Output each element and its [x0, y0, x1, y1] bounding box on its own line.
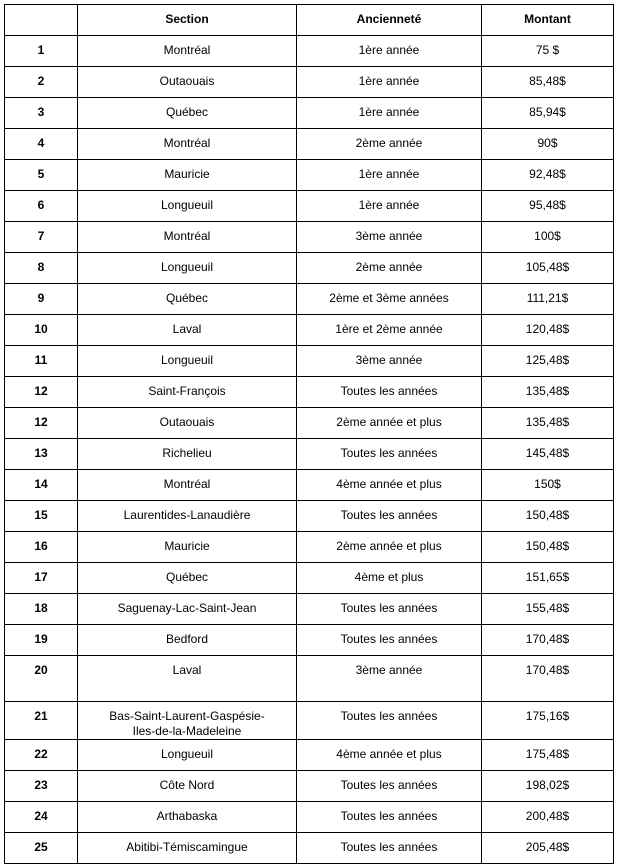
row-section-cell: Laval: [78, 656, 297, 702]
row-anciennete-cell: Toutes les années: [297, 833, 482, 864]
row-rank-cell: 23: [5, 771, 78, 802]
table-row: [5, 377, 614, 408]
row-rank-cell: 10: [5, 315, 78, 346]
row-section-cell: Abitibi-Témiscamingue: [78, 833, 297, 864]
table-row: [5, 67, 614, 98]
table-row: [5, 439, 614, 470]
row-section-cell: Richelieu: [78, 439, 297, 470]
table-row: [5, 191, 614, 222]
row-section-cell: Québec: [78, 284, 297, 315]
row-montant-cell: 111,21$: [482, 284, 614, 315]
table-row: [5, 98, 614, 129]
row-anciennete-cell: 2ème année: [297, 253, 482, 284]
row-anciennete-cell: Toutes les années: [297, 802, 482, 833]
row-section-cell: Bas-Saint-Laurent-Gaspésie- Iles-de-la-Madeleine: [78, 702, 297, 740]
row-section-cell: Québec: [78, 563, 297, 594]
row-section-cell: Montréal: [78, 129, 297, 160]
row-rank-cell: 18: [5, 594, 78, 625]
row-rank-cell: 21: [5, 702, 78, 740]
row-rank-cell: 7: [5, 222, 78, 253]
row-rank-cell: 14: [5, 470, 78, 501]
row-montant-cell: 125,48$: [482, 346, 614, 377]
table-row: [5, 833, 614, 864]
row-section-cell: Saguenay-Lac-Saint-Jean: [78, 594, 297, 625]
row-montant-cell: 198,02$: [482, 771, 614, 802]
table-row: [5, 702, 614, 740]
row-section-cell: Québec: [78, 98, 297, 129]
row-section-cell: Outaouais: [78, 408, 297, 439]
row-montant-cell: 175,16$: [482, 702, 614, 740]
row-montant-cell: 151,65$: [482, 563, 614, 594]
row-montant-cell: 120,48$: [482, 315, 614, 346]
table-row: [5, 284, 614, 315]
row-anciennete-cell: 4ème année et plus: [297, 470, 482, 501]
row-section-cell: Mauricie: [78, 532, 297, 563]
row-anciennete-cell: 4ème année et plus: [297, 740, 482, 771]
row-montant-cell: 155,48$: [482, 594, 614, 625]
fee-table: [4, 4, 614, 864]
row-rank-cell: 15: [5, 501, 78, 532]
table-row: [5, 129, 614, 160]
header-row: [5, 5, 614, 36]
table-row: [5, 160, 614, 191]
table-row: [5, 501, 614, 532]
table-body: [5, 36, 614, 864]
table-row: [5, 408, 614, 439]
table-row: [5, 36, 614, 67]
table-row: [5, 222, 614, 253]
row-section-cell: Outaouais: [78, 67, 297, 98]
row-anciennete-cell: 2ème année et plus: [297, 532, 482, 563]
row-anciennete-cell: Toutes les années: [297, 594, 482, 625]
row-rank-cell: 24: [5, 802, 78, 833]
row-rank-cell: 17: [5, 563, 78, 594]
row-rank-cell: 12: [5, 377, 78, 408]
row-anciennete-cell: 1ère année: [297, 160, 482, 191]
row-section-cell: Montréal: [78, 222, 297, 253]
row-anciennete-cell: 3ème année: [297, 656, 482, 702]
row-rank-cell: 9: [5, 284, 78, 315]
row-section-cell: Laval: [78, 315, 297, 346]
row-section-cell: Montréal: [78, 470, 297, 501]
row-anciennete-cell: 2ème et 3ème années: [297, 284, 482, 315]
header-montant: Montant: [482, 5, 614, 36]
row-rank-cell: 16: [5, 532, 78, 563]
table-row: [5, 656, 614, 702]
row-section-cell: Mauricie: [78, 160, 297, 191]
row-anciennete-cell: 1ère année: [297, 191, 482, 222]
table-row: [5, 532, 614, 563]
row-anciennete-cell: Toutes les années: [297, 501, 482, 532]
row-section-cell: Laurentides-Lanaudière: [78, 501, 297, 532]
table-row: [5, 253, 614, 284]
row-anciennete-cell: Toutes les années: [297, 625, 482, 656]
row-montant-cell: 105,48$: [482, 253, 614, 284]
row-montant-cell: 75 $: [482, 36, 614, 67]
row-rank-cell: 12: [5, 408, 78, 439]
row-anciennete-cell: Toutes les années: [297, 702, 482, 740]
row-montant-cell: 100$: [482, 222, 614, 253]
row-montant-cell: 95,48$: [482, 191, 614, 222]
row-rank-cell: 11: [5, 346, 78, 377]
row-montant-cell: 85,94$: [482, 98, 614, 129]
row-anciennete-cell: Toutes les années: [297, 439, 482, 470]
row-rank-cell: 4: [5, 129, 78, 160]
row-montant-cell: 135,48$: [482, 408, 614, 439]
row-montant-cell: 150,48$: [482, 532, 614, 563]
row-montant-cell: 170,48$: [482, 656, 614, 702]
table-row: [5, 346, 614, 377]
header-section: Section: [78, 5, 297, 36]
row-rank-cell: 8: [5, 253, 78, 284]
row-anciennete-cell: Toutes les années: [297, 771, 482, 802]
row-section-cell: Longueuil: [78, 346, 297, 377]
row-rank-cell: 22: [5, 740, 78, 771]
row-anciennete-cell: 2ème année: [297, 129, 482, 160]
row-rank-cell: 6: [5, 191, 78, 222]
row-section-cell: Côte Nord: [78, 771, 297, 802]
row-section-cell: Longueuil: [78, 191, 297, 222]
row-rank-cell: 20: [5, 656, 78, 702]
row-rank-cell: 5: [5, 160, 78, 191]
row-montant-cell: 135,48$: [482, 377, 614, 408]
table-row: [5, 625, 614, 656]
row-montant-cell: 92,48$: [482, 160, 614, 191]
row-section-cell: Longueuil: [78, 740, 297, 771]
row-montant-cell: 90$: [482, 129, 614, 160]
table-row: [5, 470, 614, 501]
row-section-cell: Montréal: [78, 36, 297, 67]
row-rank-cell: 1: [5, 36, 78, 67]
row-anciennete-cell: 2ème année et plus: [297, 408, 482, 439]
row-anciennete-cell: 1ère année: [297, 98, 482, 129]
row-section-cell: Longueuil: [78, 253, 297, 284]
row-anciennete-cell: 3ème année: [297, 346, 482, 377]
row-montant-cell: 150$: [482, 470, 614, 501]
table-row: [5, 563, 614, 594]
table-row: [5, 771, 614, 802]
row-anciennete-cell: 4ème et plus: [297, 563, 482, 594]
row-rank-cell: 25: [5, 833, 78, 864]
table-row: [5, 740, 614, 771]
row-montant-cell: 85,48$: [482, 67, 614, 98]
row-section-cell: Arthabaska: [78, 802, 297, 833]
row-montant-cell: 175,48$: [482, 740, 614, 771]
row-section-cell: Bedford: [78, 625, 297, 656]
row-montant-cell: 200,48$: [482, 802, 614, 833]
table-row: [5, 594, 614, 625]
row-section-cell: Saint-François: [78, 377, 297, 408]
row-montant-cell: 170,48$: [482, 625, 614, 656]
row-anciennete-cell: 1ère année: [297, 36, 482, 67]
header-anciennete: Ancienneté: [297, 5, 482, 36]
row-montant-cell: 205,48$: [482, 833, 614, 864]
row-rank-cell: 13: [5, 439, 78, 470]
row-anciennete-cell: 3ème année: [297, 222, 482, 253]
row-rank-cell: 3: [5, 98, 78, 129]
row-montant-cell: 150,48$: [482, 501, 614, 532]
table-row: [5, 315, 614, 346]
row-anciennete-cell: 1ère et 2ème année: [297, 315, 482, 346]
header-rank: [5, 5, 78, 36]
row-anciennete-cell: 1ère année: [297, 67, 482, 98]
row-rank-cell: 19: [5, 625, 78, 656]
table-row: [5, 802, 614, 833]
row-montant-cell: 145,48$: [482, 439, 614, 470]
row-anciennete-cell: Toutes les années: [297, 377, 482, 408]
row-rank-cell: 2: [5, 67, 78, 98]
